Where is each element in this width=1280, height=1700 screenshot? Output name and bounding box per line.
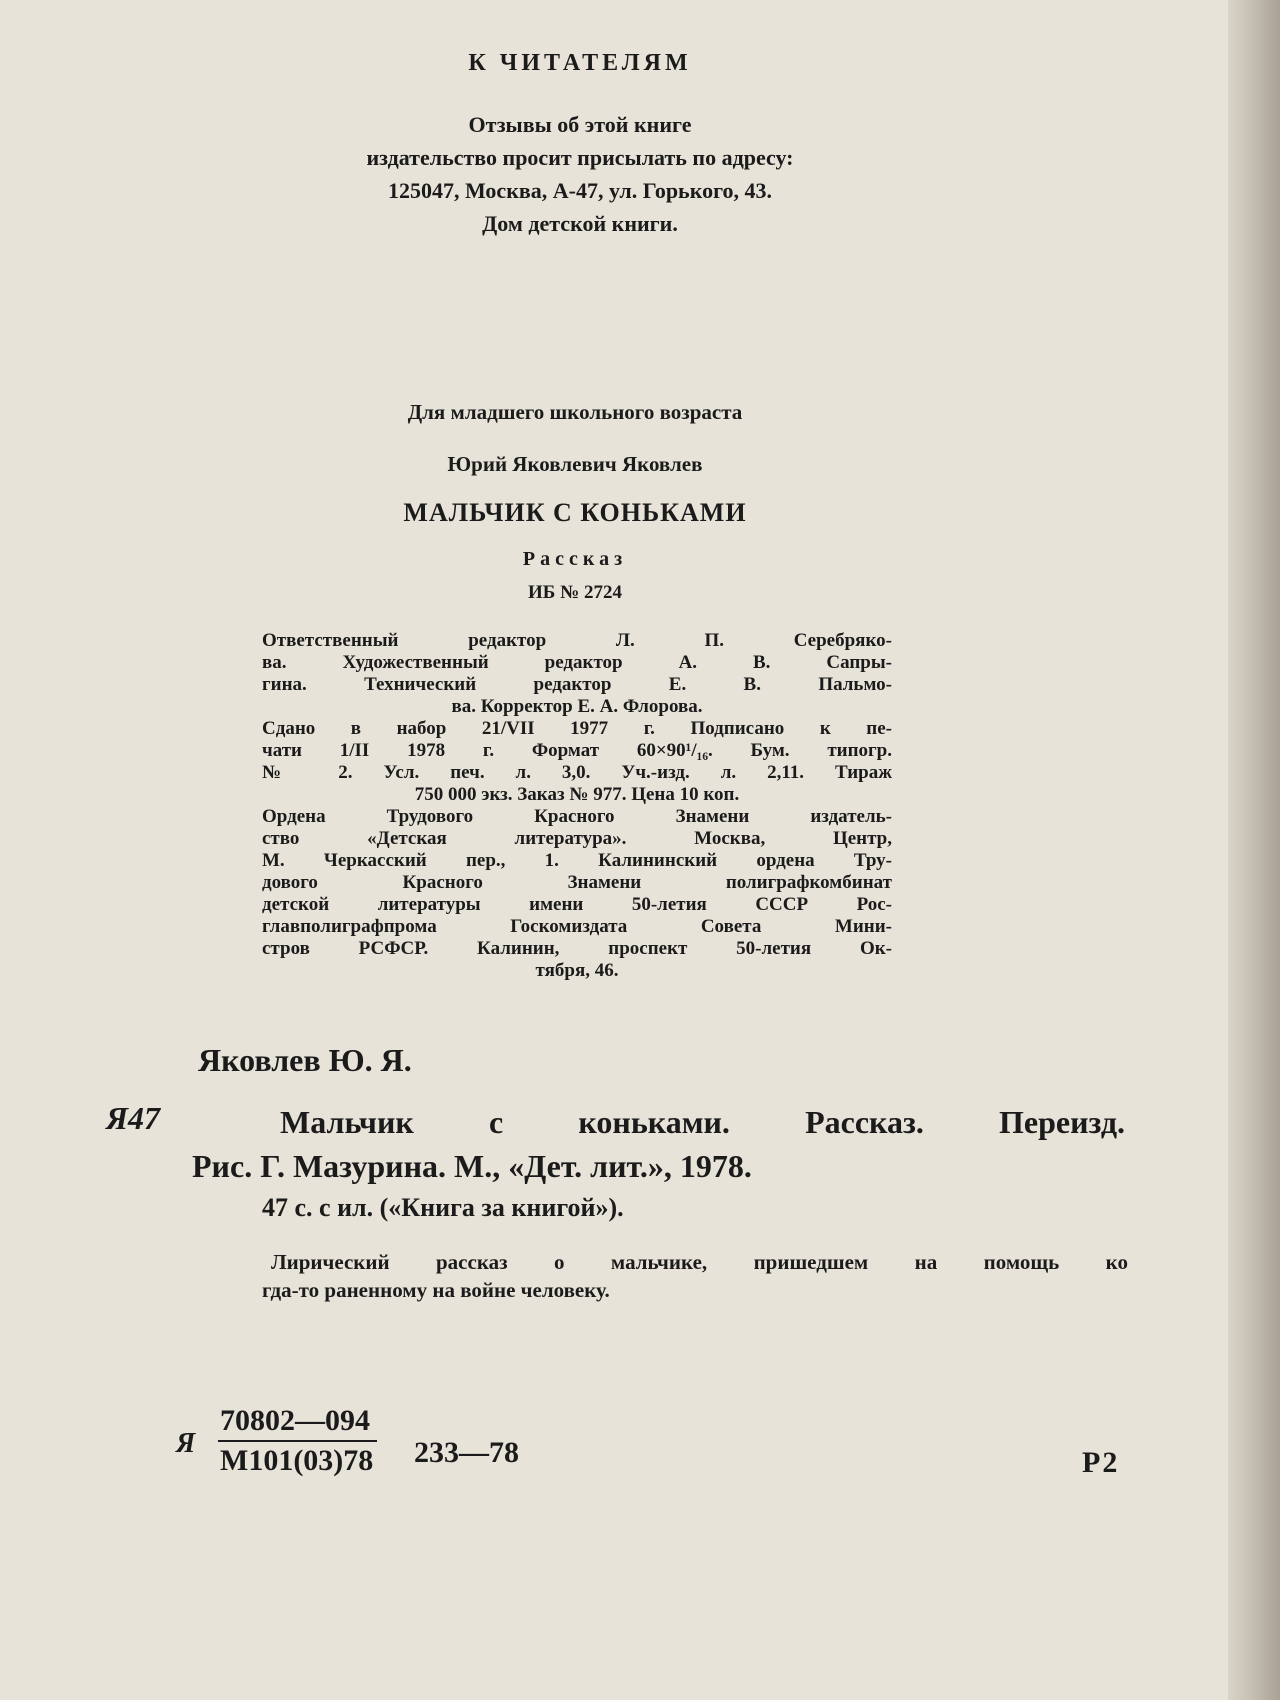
address-line: издательство просит присылать по адресу:	[366, 145, 794, 170]
catalog-description-line: Мальчик с коньками. Рассказ. Переизд.	[280, 1104, 1125, 1140]
imprint-line: детской литературы имени 50-летия СССР Рос-	[262, 894, 892, 915]
address-line: Отзывы об этой книге	[468, 112, 692, 137]
classification-code: Р2	[1082, 1446, 1120, 1479]
catalog-description-line: Рис. Г. Мазурина. М., «Дет. лит.», 1978.	[192, 1148, 752, 1184]
book-genre: Рассказ	[522, 548, 628, 570]
to-readers-heading: К ЧИТАТЕЛЯМ	[468, 50, 692, 76]
imprint-line: № 2. Усл. печ. л. 3,0. Уч.-изд. л. 2,11. Тираж	[262, 762, 892, 783]
imprint-line: чати 1/II 1978 г. Формат 60×90¹/₁₆. Бум. типогр.	[262, 740, 892, 761]
imprint-line: Ответственный редактор Л. П. Серебряко-	[262, 630, 892, 651]
imprint-line: 750 000 экз. Заказ № 977. Цена 10 коп.	[414, 784, 740, 805]
catalog-code: Я47	[106, 1100, 161, 1136]
imprint-block	[262, 630, 892, 982]
book-title: МАЛЬЧИК С КОНЬКАМИ	[403, 498, 747, 527]
imprint-line: ва. Художественный редактор А. В. Сапры-	[262, 652, 892, 673]
catalog-author: Яковлев Ю. Я.	[198, 1042, 412, 1078]
next-page-edge	[1228, 0, 1280, 1700]
catalog-series: 47 с. с ил. («Книга за книгой»).	[262, 1193, 624, 1222]
age-group: Для младшего школьного возраста	[407, 400, 743, 424]
imprint-line: ва. Корректор Е. А. Флорова.	[451, 696, 703, 717]
index-numerator: 70802—094	[218, 1404, 377, 1442]
ib-number: ИБ № 2724	[528, 582, 622, 603]
imprint-line: главполиграфпрома Госкомиздата Совета Мини-	[262, 916, 892, 937]
annotation-line: Лирический рассказ о мальчике, пришедшем на помощь ко	[271, 1250, 1128, 1274]
catalog-description	[192, 1100, 1125, 1188]
index-denominator: М101(03)78	[220, 1444, 374, 1477]
index-suffix: 233—78	[414, 1436, 519, 1469]
imprint-line: гина. Технический редактор Е. В. Пальмо-	[262, 674, 892, 695]
imprint-line: Ордена Трудового Красного Знамени издатель-	[262, 806, 892, 827]
imprint-line: Сдано в набор 21/VII 1977 г. Подписано к пе-	[262, 718, 892, 739]
imprint-line: стров РСФСР. Калинин, проспект 50-летия Ок-	[262, 938, 892, 959]
imprint-line: М. Черкасский пер., 1. Калининский ордена Тру-	[262, 850, 892, 871]
catalog-annotation	[262, 1248, 1128, 1304]
imprint-line: ство «Детская литература». Москва, Центр,	[262, 828, 892, 849]
address-line: Дом детской книги.	[482, 211, 678, 236]
imprint-line: тября, 46.	[535, 960, 619, 981]
index-fraction	[218, 1404, 377, 1478]
annotation-line: гда-то раненному на войне человеку.	[262, 1278, 610, 1302]
author-full-name: Юрий Яковлевич Яковлев	[447, 452, 703, 476]
publisher-address	[0, 108, 1160, 240]
address-line: 125047, Москва, А-47, ул. Горького, 43.	[387, 178, 773, 203]
imprint-line: дового Красного Знамени полиграфкомбинат	[262, 872, 892, 893]
index-prefix: Я	[176, 1428, 196, 1459]
